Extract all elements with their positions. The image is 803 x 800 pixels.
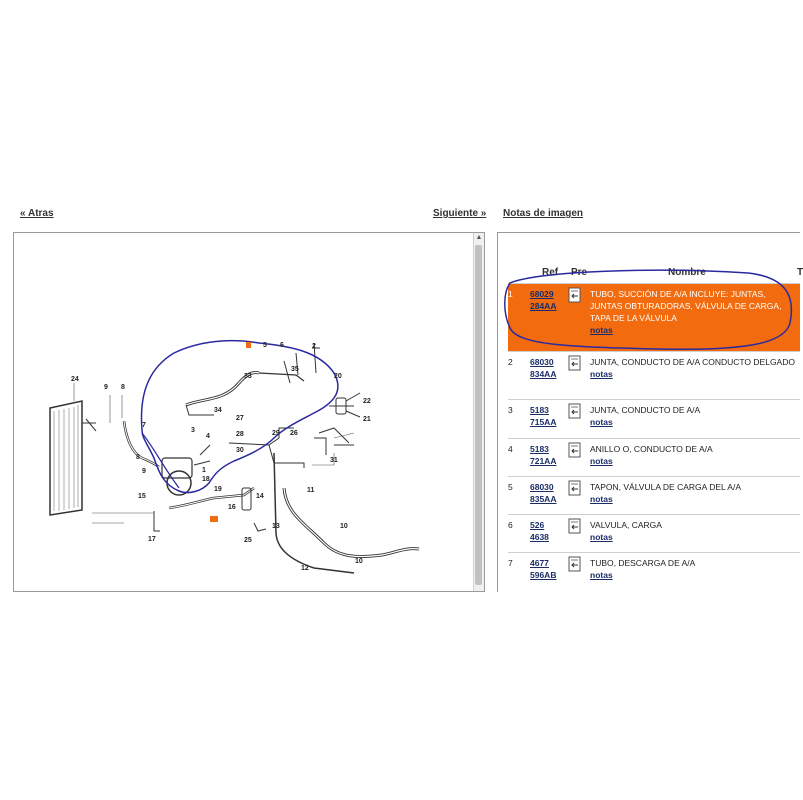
callout-26: 26 <box>290 430 298 437</box>
part-ref-link[interactable] <box>530 404 566 428</box>
row-index: 2 <box>508 357 513 367</box>
row-index: 6 <box>508 520 513 530</box>
back-link[interactable]: « Atras <box>20 208 54 219</box>
callout-28: 28 <box>236 431 244 438</box>
part-name: VALVULA, CARGA <box>590 520 662 530</box>
part-ref-line1[interactable]: 5183 <box>530 405 549 415</box>
callout-labels <box>71 342 371 572</box>
part-name: JUNTA, CONDUCTO DE A/A <box>590 405 701 415</box>
callout-35: 35 <box>291 366 299 373</box>
callout-4: 4 <box>206 433 210 440</box>
part-ref-line2[interactable]: 715AA <box>530 417 557 427</box>
callout-12: 12 <box>301 565 309 572</box>
part-ref-line2[interactable]: 284AA <box>530 301 557 311</box>
part-ref-link[interactable] <box>530 519 566 543</box>
callout-9a: 9 <box>104 384 108 391</box>
callout-22: 22 <box>363 398 371 405</box>
part-name: TUBO, DESCARGA DE A/A <box>590 558 696 568</box>
part-description <box>590 404 795 428</box>
callout-34a: 34 <box>214 407 222 414</box>
part-notes-link[interactable]: notas <box>590 532 613 542</box>
callout-20: 20 <box>334 373 342 380</box>
callout-15: 15 <box>138 493 146 500</box>
diagram-scrollbar[interactable] <box>473 233 484 591</box>
part-row[interactable] <box>508 438 800 476</box>
callout-30: 30 <box>236 447 244 454</box>
part-notes-link[interactable]: notas <box>590 570 613 580</box>
condenser-shape <box>50 401 82 515</box>
part-ref-link[interactable] <box>530 288 566 312</box>
part-ref-line2[interactable]: 596AB <box>530 570 557 580</box>
part-ref-line1[interactable]: 68030 <box>530 482 554 492</box>
part-ref-line1[interactable]: 526 <box>530 520 545 530</box>
part-ref-line2[interactable]: 721AA <box>530 456 557 466</box>
callout-24: 24 <box>71 376 79 383</box>
part-ref-line1[interactable]: 68029 <box>530 289 554 299</box>
callout-8b: 8 <box>136 454 140 461</box>
part-notes-link[interactable]: notas <box>590 494 613 504</box>
part-name: TAPON, VÁLVULA DE CARGA DEL A/A <box>590 482 742 492</box>
callout-6: 6 <box>280 342 284 349</box>
document-arrow-icon[interactable] <box>568 287 582 303</box>
part-row[interactable] <box>508 283 800 351</box>
parts-list-panel <box>497 232 803 592</box>
part-ref-link[interactable] <box>530 557 566 581</box>
part-ref-line1[interactable]: 68030 <box>530 357 554 367</box>
scroll-up-icon[interactable]: ▲ <box>475 234 483 241</box>
row-index: 7 <box>508 558 513 568</box>
part-notes-link[interactable]: notas <box>590 325 613 335</box>
scroll-thumb[interactable] <box>475 245 482 585</box>
callout-16: 16 <box>228 504 236 511</box>
document-arrow-icon[interactable] <box>568 556 582 572</box>
callout-9b: 9 <box>142 468 146 475</box>
col-header-ref[interactable]: Ref <box>542 267 559 278</box>
part-ref-link[interactable] <box>530 443 566 467</box>
row-index: 4 <box>508 444 513 454</box>
part-notes-link[interactable]: notas <box>590 369 613 379</box>
callout-34b: 14 <box>256 493 264 500</box>
callout-19: 19 <box>214 486 222 493</box>
callout-17: 17 <box>148 536 156 543</box>
row-index: 3 <box>508 405 513 415</box>
callout-11: 11 <box>307 487 315 494</box>
image-notes-link[interactable]: Notas de imagen <box>503 208 584 219</box>
row-index: 5 <box>508 482 513 492</box>
callout-7: 7 <box>142 422 146 429</box>
callout-27: 27 <box>236 415 244 422</box>
part-row[interactable] <box>508 552 800 592</box>
callout-18: 18 <box>202 476 210 483</box>
part-description <box>590 519 795 543</box>
part-ref-link[interactable] <box>530 481 566 505</box>
callout-1: 1 <box>202 467 206 474</box>
callout-10b: 10 <box>355 558 363 565</box>
marker-orange-top <box>246 342 251 348</box>
col-header-extra[interactable]: T <box>797 267 803 278</box>
document-arrow-icon[interactable] <box>568 480 582 496</box>
callout-31: 31 <box>330 457 338 464</box>
part-description <box>590 443 795 467</box>
part-name: TUBO, SUCCIÓN DE A/A INCLUYE: JUNTAS, JUNTAS OBTURADORAS, VÁLVULA DE CARGA, TAPA DE LA VÁLVULA <box>590 289 782 323</box>
document-arrow-icon[interactable] <box>568 355 582 371</box>
document-arrow-icon[interactable] <box>568 442 582 458</box>
document-arrow-icon[interactable] <box>568 403 582 419</box>
parts-diagram-panel[interactable] <box>13 232 485 592</box>
part-ref-line2[interactable]: 834AA <box>530 369 557 379</box>
part-description <box>590 356 795 380</box>
part-row[interactable] <box>508 351 800 399</box>
parts-table-header <box>508 267 803 281</box>
part-row[interactable] <box>508 476 800 514</box>
part-name: ANILLO O, CONDUCTO DE A/A <box>590 444 713 454</box>
callout-25: 25 <box>244 537 252 544</box>
callout-5: 5 <box>263 342 267 349</box>
part-row[interactable] <box>508 399 800 438</box>
part-row[interactable] <box>508 514 800 552</box>
callout-33: 33 <box>244 373 252 380</box>
callout-13: 13 <box>272 523 280 530</box>
callout-2: 2 <box>312 343 316 350</box>
callout-8a: 8 <box>121 384 125 391</box>
part-name: JUNTA, CONDUCTO DE A/A CONDUCTO DELGADO <box>590 357 795 367</box>
part-ref-link[interactable] <box>530 356 566 380</box>
callout-21: 21 <box>363 416 371 423</box>
part-ref-line1[interactable]: 5183 <box>530 444 549 454</box>
row-index: 1 <box>508 289 513 299</box>
callout-10a: 10 <box>340 523 348 530</box>
part-ref-line2[interactable]: 835AA <box>530 494 557 504</box>
next-link[interactable]: Siguiente » <box>433 208 487 219</box>
part-ref-line2[interactable]: 4638 <box>530 532 549 542</box>
document-arrow-icon[interactable] <box>568 518 582 534</box>
col-header-pre[interactable]: Pre <box>571 267 588 278</box>
col-header-name[interactable]: Nombre <box>668 267 706 278</box>
marker-orange-bottom <box>210 516 218 522</box>
part-description <box>590 288 795 336</box>
ac-lines-diagram[interactable] <box>14 233 476 593</box>
callout-3: 3 <box>191 427 195 434</box>
part-notes-link[interactable]: notas <box>590 417 613 427</box>
callout-29: 29 <box>272 430 280 437</box>
part-description <box>590 557 795 581</box>
part-ref-line1[interactable]: 4677 <box>530 558 549 568</box>
part-notes-link[interactable]: notas <box>590 456 613 466</box>
part-description <box>590 481 795 505</box>
